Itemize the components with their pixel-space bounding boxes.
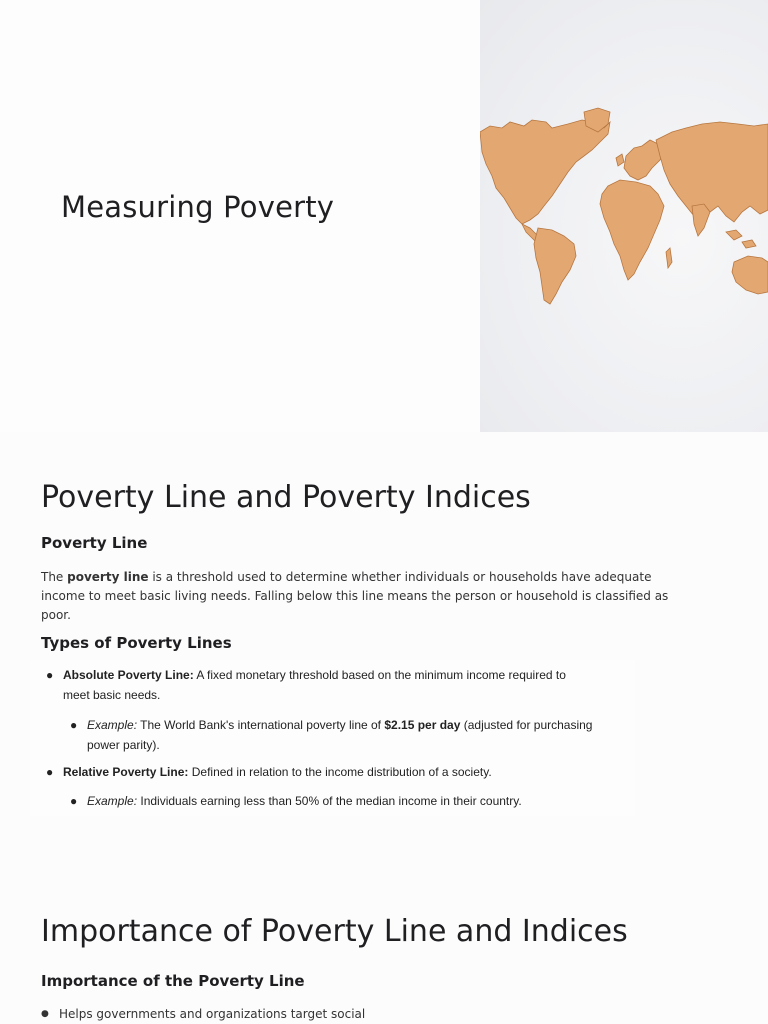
- item-text: (adjusted for purchasing: [460, 718, 593, 732]
- slide-title: Importance of Poverty Line and Indices: [41, 914, 628, 949]
- definition-paragraph: [41, 568, 691, 625]
- item-term: Absolute Poverty Line:: [63, 668, 194, 682]
- bullet-icon: ●: [70, 794, 78, 808]
- bullet-icon: ●: [46, 668, 54, 682]
- item-text: A fixed monetary threshold based on the minimum income required to: [193, 668, 566, 682]
- item-text: Helps governments and organizations target social: [59, 1007, 366, 1021]
- paragraph-bold-term: poverty line: [67, 570, 149, 584]
- slide-title: Measuring Poverty: [61, 190, 335, 224]
- bullet-icon: ●: [70, 718, 78, 732]
- slide-title: Poverty Line and Poverty Indices: [41, 480, 531, 515]
- example-label: Example:: [87, 794, 138, 808]
- bullet-icon: ●: [46, 765, 54, 779]
- item-text: Defined in relation to the income distribution of a society.: [188, 765, 492, 779]
- section-heading: Types of Poverty Lines: [41, 634, 232, 652]
- item-text: The World Bank's international poverty line of: [137, 718, 385, 732]
- list-item: [46, 762, 603, 782]
- item-text: Individuals earning less than 50% of the median income in their country.: [137, 794, 522, 808]
- title-slide: [0, 0, 768, 432]
- list-item: [70, 715, 617, 755]
- list-item: [70, 791, 627, 811]
- section-heading: Importance of the Poverty Line: [41, 972, 305, 990]
- item-text: meet basic needs.: [63, 688, 161, 702]
- importance-slide: [0, 864, 768, 1024]
- item-term: Relative Poverty Line:: [63, 765, 189, 779]
- list-item: [41, 1007, 365, 1021]
- item-text: power parity).: [87, 738, 160, 752]
- world-map-icon: [480, 0, 768, 432]
- bullet-icon: ●: [41, 1009, 49, 1019]
- paragraph-text: The: [41, 570, 68, 584]
- item-bold-value: $2.15 per day: [384, 718, 461, 732]
- paragraph-text: is a threshold used to determine whether individuals or households have adequate income to meet basic living needs. Falling below this line means the person or household is classified as poor.: [41, 570, 669, 622]
- poverty-line-types-list: [30, 660, 635, 816]
- example-label: Example:: [87, 718, 138, 732]
- poverty-line-slide: [0, 432, 768, 864]
- section-heading: Poverty Line: [41, 534, 148, 552]
- list-item: [46, 665, 603, 705]
